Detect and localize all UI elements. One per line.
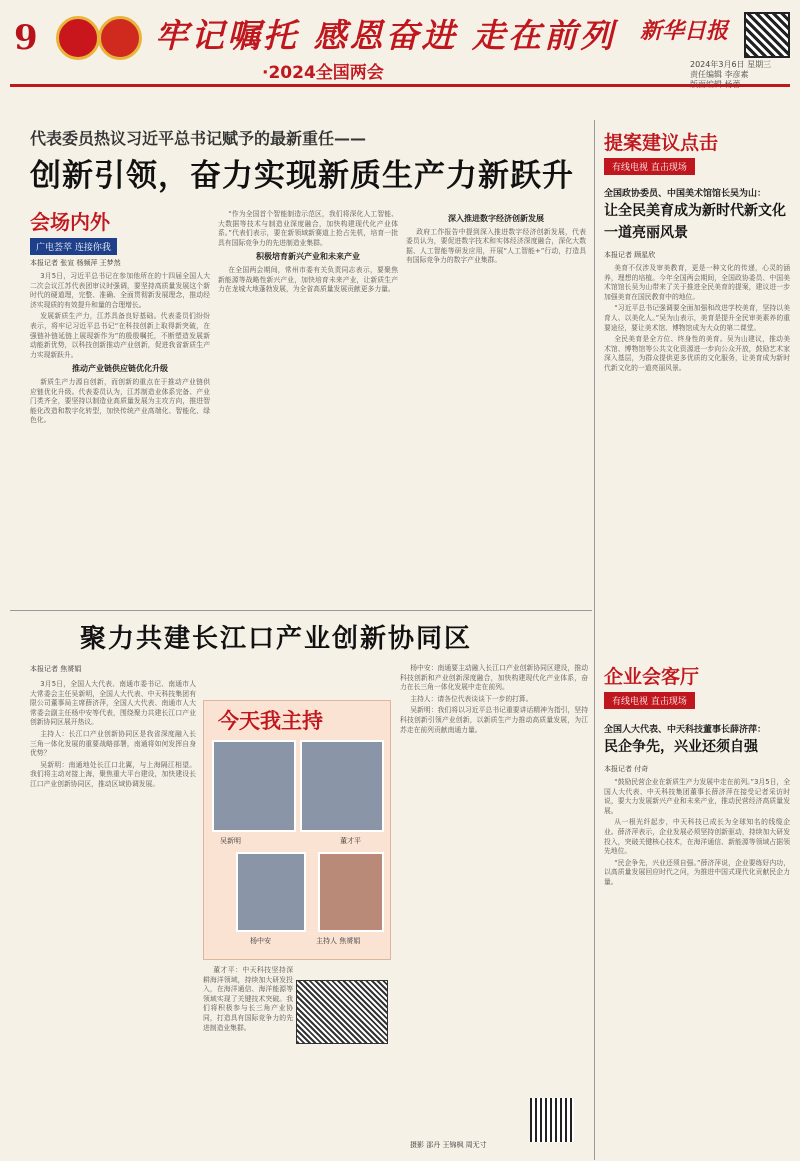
qr-code-icon[interactable]: [744, 12, 790, 58]
bottom-paragraph: 主持人：请各位代表谈谈下一步的打算。: [410, 694, 533, 703]
right-top-paragraph: 美育不仅涉及审美教育，更是一种文化的传递，心灵的涵养，理想的培植。今年全国两会期间，全国政协委员、中国美术馆馆长吴为山带来了关于推进全民美育的提案，建议进一步加强美育在国民教育中的地位。: [604, 264, 790, 301]
lead-paragraph: 政府工作报告中提到深入推进数字经济创新发展，代表委员认为，要促进数字技术和实体经济深度融合，深化大数据、人工智能等研发应用，开展“人工智能+”行动，打造具有国际竞争力的数字产业集群。: [406, 227, 586, 265]
bottom-column-1: [30, 680, 196, 1154]
lead-kicker: 代表委员热议习近平总书记赋予的最新重任——: [30, 129, 367, 148]
lead-column-1: [30, 272, 210, 602]
lead-subhead: 积极培育新兴产业和未来产业: [256, 252, 360, 262]
host-photo: [318, 852, 384, 932]
guest-name: 董才平: [340, 837, 361, 845]
bottom-headline: 聚力共建长江口产业创新协同区: [80, 624, 473, 654]
bottom-paragraph: 3月5日，全国人大代表、南通市委书记、南通市人大常委会主任吴新明，全国人大代表、中天科技集团有限公司董事局主席薛济萍，全国人大代表、南通市人大常委会副主任杨中安等代表，围绕聚力共建长江口产业创新协同区展开热议。: [30, 680, 196, 727]
lead-headline: 创新引领，奋力实现新质生产力新跃升: [30, 158, 574, 194]
right-top-byline: 本报记者 顾星欣: [604, 251, 656, 259]
right-top-body: [604, 264, 790, 644]
paper-logo: 新华日报: [640, 18, 729, 44]
right-top-sub: 有线电视 直击现场: [604, 158, 695, 175]
lead-paragraph: 3月5日，习近平总书记在参加他所在的十四届全国人大二次会议江苏代表团审议时强调，要坚持高质量发展这个新时代的硬道理，完整、准确、全面贯彻新发展理念，推动经济实现质的有效提升和量的合理增长。: [30, 272, 210, 309]
column-divider: [594, 120, 595, 1160]
right-bottom-body: [604, 778, 790, 1154]
session-title: ·2024全国两会: [262, 63, 384, 83]
cppcc-emblem-icon: [98, 16, 142, 60]
issue-editor: 责任编辑 李彦素: [690, 70, 749, 79]
lead-paragraph: 发展新质生产力，江苏具备良好基础。代表委员们纷纷表示，将牢记习近平总书记“在科技创新上取得新突破，在强链补链延链上展现新作为”的殷殷嘱托，不断塑造发展新动能新优势，以科技创新推动产业创新，促进我省新质生产力实现新跃升。: [30, 312, 210, 359]
bottom-paragraph: 吴新明：南通地处长江口北翼，与上海隔江相望。我们将主动对接上海，聚焦重大平台建设，加快建设长江口产业创新协同区，推动区域协调发展。: [30, 760, 196, 788]
lead-paragraph: 新质生产力源自创新，而创新的重点在于推动产业链供应链优化升级。代表委员认为，江苏制造业体系完备、产业门类齐全，要坚持以制造业高质量发展为主攻方向，推进智能化改造和数字化转型，加快传统产业高端化、智能化、绿色化。: [30, 377, 210, 425]
right-top-paragraph: 全民美育是全方位、终身性的美育。吴为山建议，推动美术馆、博物馆等公共文化资源进一步向公众开放，鼓励艺术家深入基层，为群众提供更多优质的文化服务，让美育成为新时代新文化的一道亮丽风景。: [604, 335, 790, 372]
right-top-kicker: 全国政协委员、中国美术馆馆长吴为山：: [604, 189, 767, 199]
guest-name: 吴新明: [220, 837, 241, 845]
qr-code-icon[interactable]: [296, 980, 388, 1044]
lead-column-2: [218, 210, 398, 602]
lead-paragraph: “作为全国首个智能制造示范区，我们将深化人工智能、大数据等技术与制造业深度融合，加快构建现代化产业体系。”代表们表示，要在新领域新赛道上抢占先机，培育一批具有国际竞争力的先进制造业集群。: [218, 210, 398, 247]
lead-subhead: 深入推进数字经济创新发展: [448, 214, 544, 223]
right-top-section: [604, 128, 790, 175]
bottom-paragraph: 主持人：长江口产业创新协同区是我省深度融入长三角一体化发展的重要战略部署，南通将如何发挥自身优势？: [30, 729, 196, 758]
masthead-divider: [10, 84, 790, 87]
guest-photo: [236, 852, 306, 932]
lead-byline: 本报记者 张宣 杨频萍 王梦然: [30, 259, 121, 267]
lead-badge-sub: 广电荟萃 连接你我: [30, 238, 117, 255]
bottom-byline: 本报记者 焦赟娟: [30, 665, 82, 673]
national-emblem-icon: [56, 16, 100, 60]
right-bottom-kicker: 全国人大代表、中天科技董事长薛济萍：: [604, 725, 767, 735]
right-bottom-sub: 有线电视 直击现场: [604, 692, 695, 709]
guest-photo: [212, 740, 296, 832]
bottom-paragraph: 吴新明：我们将以习近平总书记重要讲话精神为指引，坚持科技创新引领产业创新，以新质生产力推动高质量发展，为江苏走在前列贡献南通力量。: [400, 706, 588, 734]
host-panel-title: 今天我主持: [218, 709, 323, 733]
lead-subhead: 推动产业链供应链优化升级: [72, 364, 168, 374]
right-top-paragraph: “习近平总书记强调要全面加强和改进学校美育，坚持以美育人、以美化人。”吴为山表示，美育是提升全民审美素养的重要途径，要让美术馆、博物馆成为大众的第二课堂。: [604, 304, 790, 332]
right-top-badge: 提案建议点击: [604, 132, 719, 154]
right-bottom-paragraph: “民企争先，兴业还须自强。”薛济萍说，企业要练好内功，以高质量发展回应时代之问，为推进中国式现代化贡献民企力量。: [604, 858, 790, 886]
right-bottom-byline: 本报记者 付奇: [604, 765, 649, 773]
lead-section-badge: [30, 206, 170, 255]
masthead-slogan: 牢记嘱托 感恩奋进 走在前列: [155, 16, 616, 55]
right-bottom-paragraph: “鼓励民营企业在新质生产力发展中走在前列。”3月5日，全国人大代表、中天科技集团董事长薛济萍在接受记者采访时说，要大力发展新兴产业和未来产业，推动民营经济高质量发展。: [604, 778, 790, 815]
bottom-column-3: [400, 664, 588, 1094]
right-bottom-badge: 企业会客厅: [604, 666, 700, 688]
section-divider: [10, 610, 592, 611]
right-bottom-section: [604, 662, 790, 709]
qr-code-icon[interactable]: [530, 1098, 574, 1142]
guest-name: 杨中安: [250, 937, 271, 945]
lead-column-3: [406, 210, 586, 602]
page-number: 9: [14, 18, 38, 58]
right-bottom-paragraph: 从一根光纤起步，中天科技已成长为全球知名的线缆企业。薛济萍表示，企业发展必须坚持创新驱动，持续加大研发投入，突破关键核心技术，在海洋通信、新能源等领域占据领先地位。: [604, 818, 790, 856]
right-top-headline: 让全民美育成为新时代新文化一道亮丽风景: [604, 203, 786, 241]
bottom-paragraph: 杨中安：南通要主动融入长江口产业创新协同区建设，推动科技创新和产业创新深度融合，加快构建现代化产业体系，奋力在长三角一体化发展中走在前列。: [400, 664, 588, 692]
issue-date: 2024年3月6日 星期三: [690, 60, 772, 69]
lead-paragraph: 在全国两会期间，常州市委有关负责同志表示，要聚焦新能源等战略性新兴产业，加快培育未来产业，让新质生产力在龙城大地蓬勃发展，为全省高质量发展贡献更多力量。: [218, 265, 398, 294]
bottom-paragraph: 董才平：中天科技坚持深耕海洋领域，持续加大研发投入，在海洋通信、海洋能源等领域实现了关键技术突破。我们将积极参与长三角产业协同，打造具有国际竞争力的先进制造业集群。: [203, 966, 293, 1032]
host-name: 主持人 焦赟娟: [316, 937, 361, 945]
bottom-column-2: [203, 966, 293, 1154]
photo-credits: 摄影 邵丹 王锦枫 周无寸: [410, 1141, 487, 1149]
guest-photo: [300, 740, 384, 832]
right-bottom-headline: 民企争先，兴业还须自强: [604, 739, 758, 755]
lead-badge-title: 会场内外: [30, 210, 110, 234]
